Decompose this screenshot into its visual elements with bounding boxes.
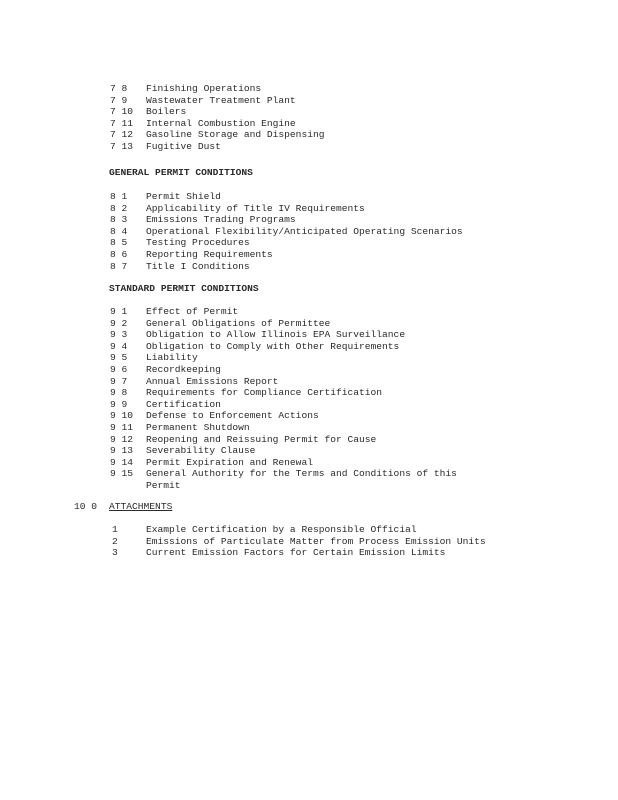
toc-entry: [0, 364, 618, 376]
entry-title: Internal Combustion Engine: [146, 117, 296, 129]
toc-entry-continuation: [0, 480, 618, 492]
entry-title: Boilers: [146, 106, 187, 118]
attachment-number: 1: [112, 524, 118, 535]
toc-entry: [0, 329, 618, 341]
toc-entry: [0, 129, 618, 141]
entry-number: 8 1: [110, 191, 128, 202]
toc-entry: [0, 95, 618, 107]
entry-title: Effect of Permit: [146, 306, 239, 317]
attachment-entry: [0, 524, 618, 536]
entry-number: 9 5: [110, 352, 128, 364]
attachments-list: [0, 524, 618, 559]
entry-title: Applicability of Title IV Requirements: [146, 202, 365, 214]
toc-entry: [0, 191, 618, 203]
entry-title: Emissions Trading Programs: [146, 214, 296, 226]
entry-number: 9 14: [110, 456, 134, 468]
entry-title: Wastewater Treatment Plant: [146, 94, 296, 106]
toc-entry: [0, 422, 618, 434]
toc-entry: [0, 341, 618, 353]
entry-title: Defense to Enforcement Actions: [146, 410, 319, 422]
toc-entry: [0, 457, 618, 469]
entry-number: 9 10: [110, 410, 134, 422]
entry-number: 9 4: [110, 340, 128, 352]
entry-title: Permit: [146, 479, 181, 491]
toc-entry: [0, 106, 618, 118]
entry-title: Operational Flexibility/Anticipated Operating Scenarios: [146, 225, 463, 237]
entry-number: 9 1: [110, 306, 128, 317]
entry-number: 9 13: [110, 445, 134, 457]
attachment-title: Example Certification by a Responsible Official: [146, 524, 417, 535]
toc-entry: [0, 434, 618, 446]
toc-entry: [0, 261, 618, 273]
section-10-title: ATTACHMENTS: [109, 501, 173, 512]
entry-title: Gasoline Storage and Dispensing: [146, 129, 325, 141]
toc-entry: [0, 203, 618, 215]
entry-title: Recordkeeping: [146, 363, 221, 375]
attachment-title: Emissions of Particulate Matter from Process Emission Units: [146, 535, 486, 547]
toc-entry: [0, 83, 618, 95]
toc-entry: [0, 387, 618, 399]
entry-number: 8 7: [110, 260, 128, 272]
entry-title: Reporting Requirements: [146, 248, 273, 260]
section-10-number: 10 0: [74, 501, 98, 512]
entry-number: 9 12: [110, 433, 134, 445]
attachment-title: Current Emission Factors for Certain Emission Limits: [146, 547, 446, 559]
entry-title: General Authority for the Terms and Conditions of this: [146, 468, 457, 480]
entry-number: 8 5: [110, 237, 128, 249]
toc-entry: [0, 352, 618, 364]
entry-title: Certification: [146, 398, 221, 410]
toc-entry: [0, 118, 618, 130]
attachment-entry: [0, 547, 618, 559]
entry-title: Permit Expiration and Renewal: [146, 456, 313, 468]
attachment-number: 3: [112, 547, 118, 559]
toc-entry: [0, 445, 618, 457]
attachment-entry: [0, 536, 618, 548]
entry-title: Fugitive Dust: [146, 140, 221, 152]
entry-title: Annual Emissions Report: [146, 375, 279, 387]
entry-number: 8 2: [110, 202, 128, 214]
section-8-heading: GENERAL PERMIT CONDITIONS: [109, 167, 253, 178]
toc-entry: [0, 376, 618, 388]
toc-entry: [0, 141, 618, 153]
entry-number: 9 15: [110, 468, 134, 480]
entry-number: 7 10: [110, 106, 134, 118]
entry-number: 9 7: [110, 375, 128, 387]
entry-number: 9 2: [110, 317, 128, 329]
toc-entry: [0, 399, 618, 411]
entry-number: 9 6: [110, 363, 128, 375]
entry-title: Testing Procedures: [146, 237, 250, 249]
entry-title: Liability: [146, 352, 198, 364]
toc-entry: [0, 318, 618, 330]
entry-title: Requirements for Compliance Certification: [146, 387, 383, 399]
toc-entry: [0, 249, 618, 261]
entry-title: Severability Clause: [146, 445, 256, 457]
toc-entry: [0, 214, 618, 226]
entry-number: 7 8: [110, 83, 128, 94]
entry-number: 9 8: [110, 387, 128, 399]
entry-number: 9 9: [110, 398, 128, 410]
entry-number: 7 13: [110, 140, 134, 152]
entry-number: 8 3: [110, 214, 128, 226]
section-9-list: [0, 306, 618, 492]
toc-entry: [0, 237, 618, 249]
attachment-number: 2: [112, 535, 118, 547]
section-8-list: [0, 191, 618, 272]
entry-number: 8 4: [110, 225, 128, 237]
toc-entry: [0, 306, 618, 318]
entry-title: General Obligations of Permittee: [146, 317, 331, 329]
entry-title: Title I Conditions: [146, 260, 250, 272]
entry-title: Permit Shield: [146, 191, 221, 202]
toc-entry: [0, 226, 618, 238]
entry-number: 7 12: [110, 129, 134, 141]
entry-title: Finishing Operations: [146, 83, 262, 94]
toc-entry: [0, 468, 618, 480]
entry-title: Obligation to Comply with Other Requirements: [146, 340, 400, 352]
entry-title: Obligation to Allow Illinois EPA Surveillance: [146, 329, 406, 341]
entry-number: 9 3: [110, 329, 128, 341]
section-9-heading: STANDARD PERMIT CONDITIONS: [109, 283, 259, 294]
section-7-list: [0, 83, 618, 153]
entry-number: 9 11: [110, 421, 134, 433]
toc-entry: [0, 410, 618, 422]
entry-title: Permanent Shutdown: [146, 421, 250, 433]
entry-number: 7 9: [110, 94, 128, 106]
entry-number: 7 11: [110, 117, 134, 129]
entry-title: Reopening and Reissuing Permit for Cause: [146, 433, 377, 445]
entry-number: 8 6: [110, 248, 128, 260]
